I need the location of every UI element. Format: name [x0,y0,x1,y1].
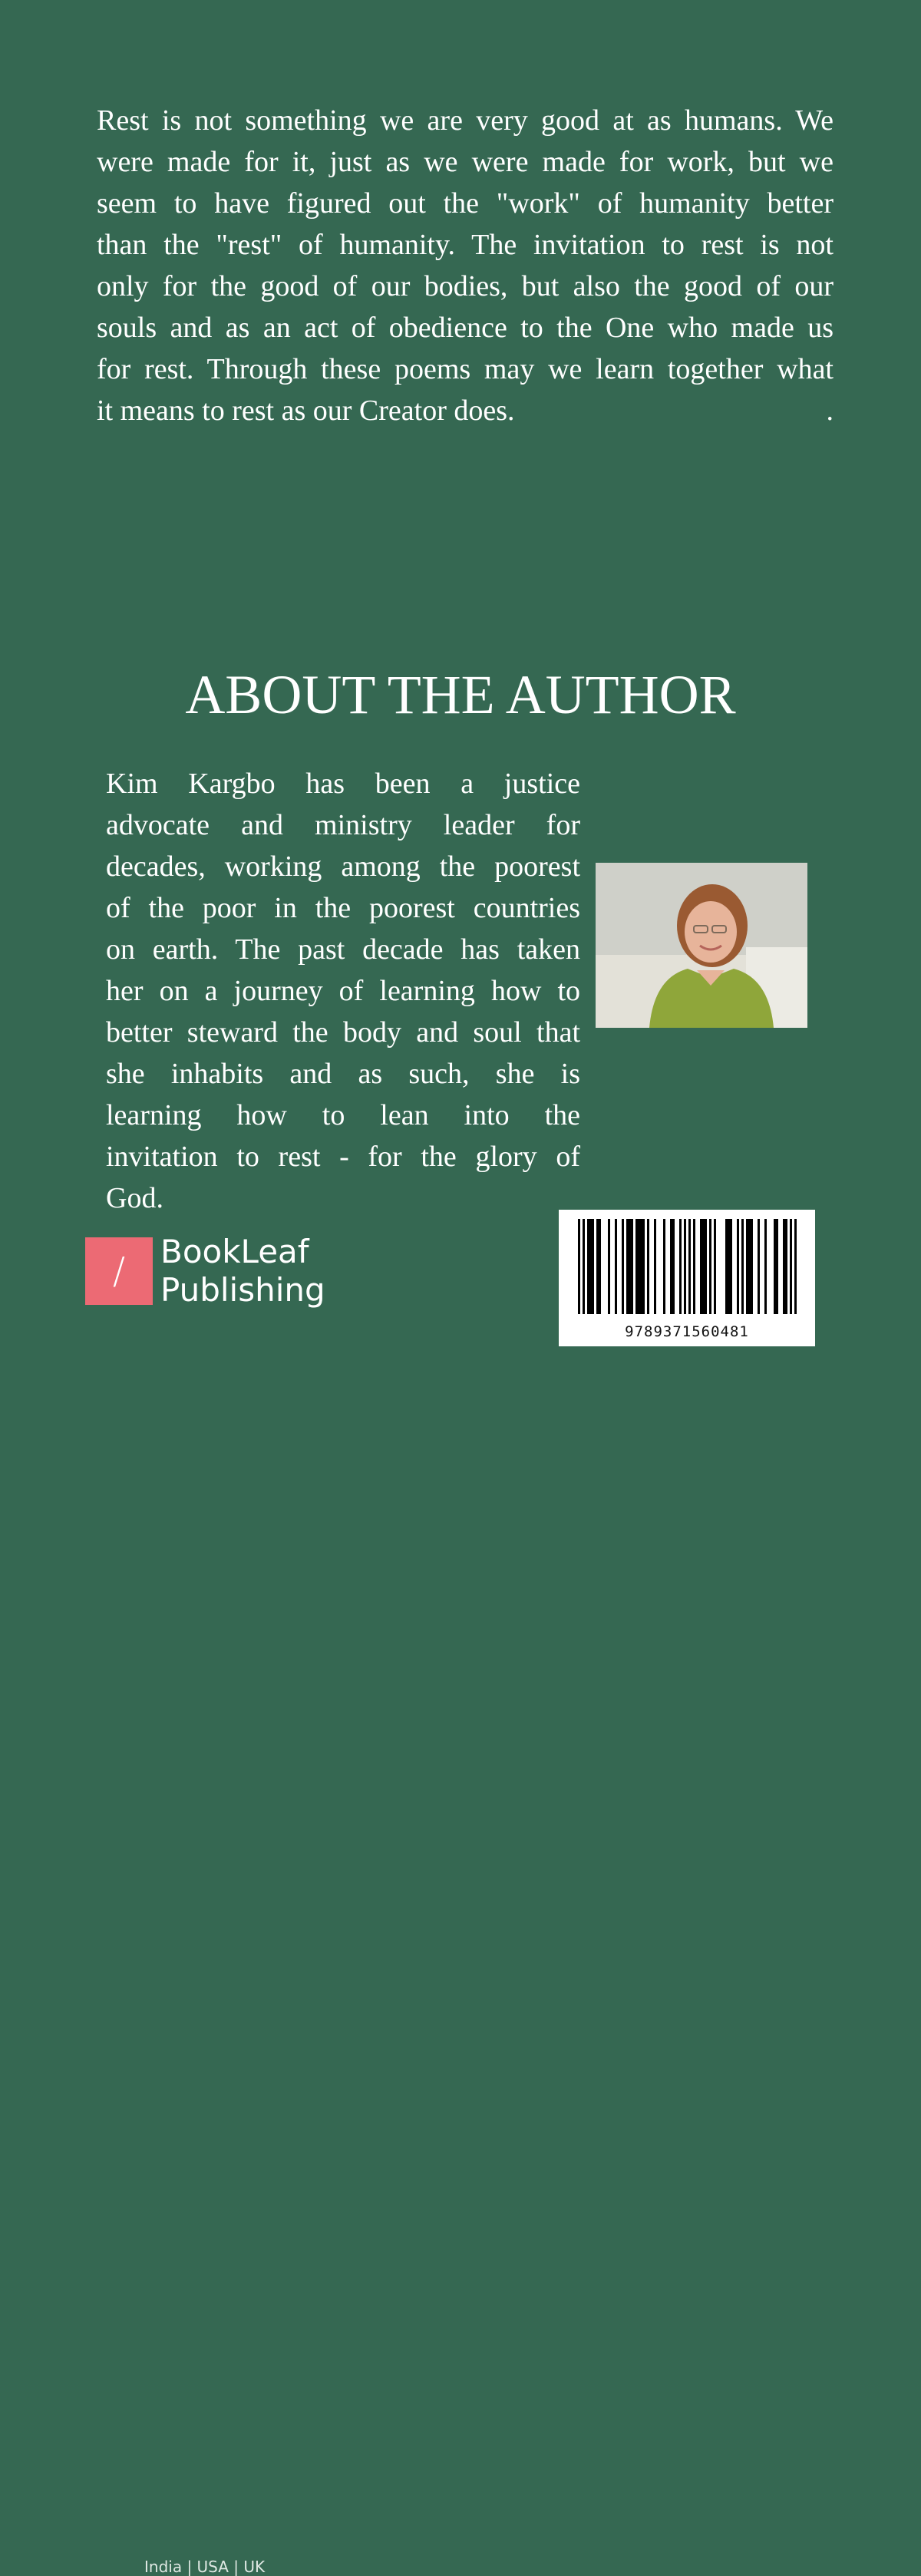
barcode-bar [764,1219,767,1314]
barcode-bar [728,1219,730,1314]
bio-line: better steward the body and soul that [106,1016,580,1049]
barcode-bar [714,1219,716,1314]
barcode-bar [776,1219,778,1314]
barcode-bar [730,1219,732,1314]
barcode-bar [751,1219,753,1314]
blurb-line: for rest. Through these poems may we learn together what [97,353,834,385]
barcode-bar [592,1219,594,1314]
barcode-bar [587,1219,589,1314]
barcode-bar [741,1219,744,1314]
barcode-bar [700,1219,702,1314]
bio-line: invitation to rest - for the glory of [106,1141,580,1173]
barcode-bar [642,1219,645,1314]
barcode-bar [758,1219,760,1314]
barcode-bar [663,1219,665,1314]
barcode-bar [608,1219,610,1314]
barcode-bar [702,1219,705,1314]
barcode-bar [709,1219,711,1314]
barcode-bar [635,1219,638,1314]
barcode-bars [559,1210,815,1325]
barcode-bar [785,1219,787,1314]
barcode-bar [684,1219,686,1314]
barcode-bar [794,1219,797,1314]
bio-line: on earth. The past decade has taken [106,933,580,966]
bio-line: Kim Kargbo has been a justice [106,768,580,800]
bio-line: she inhabits and as such, she is [106,1058,580,1090]
barcode-bar [746,1219,748,1314]
blurb-line: Rest is not something we are very good at as humans. We [97,104,834,137]
barcode-bar [725,1219,728,1314]
publisher-name-line1: BookLeaf [160,1233,309,1270]
barcode-bar [631,1219,633,1314]
publisher-logo-mark [85,1237,153,1305]
blurb-last-text: it means to rest as our Creator does. [97,395,515,427]
back-cover-blurb [97,100,834,431]
barcode-bar [640,1219,642,1314]
barcode-bar [705,1219,707,1314]
barcode-bar [654,1219,656,1314]
blurb-line: souls and as an act of obedience to the One who made us [97,312,834,344]
barcode-bar [670,1219,672,1314]
barcode-bar [672,1219,675,1314]
isbn-number: 9789371560481 [625,1323,749,1340]
barcode-bar [790,1219,792,1314]
bio-line: of the poor in the poorest countries [106,892,580,924]
bio-line: her on a journey of learning how to [106,975,580,1007]
about-author-heading: ABOUT THE AUTHOR [185,664,736,725]
barcode-bar [629,1219,631,1314]
isbn-barcode [559,1210,815,1346]
blurb-line: seem to have figured out the "work" of humanity better [97,187,834,220]
barcode-bar [622,1219,624,1314]
barcode-bar [748,1219,751,1314]
barcode-bar [783,1219,785,1314]
publisher-name [160,1233,360,1309]
blurb-line: were made for it, just as we were made for work, but we [97,146,834,178]
publisher-name-line2: Publishing [160,1271,325,1309]
barcode-bar [679,1219,682,1314]
blurb-last-line [97,390,834,431]
barcode-bar [578,1219,580,1314]
barcode-bar [774,1219,776,1314]
slash-icon: / [112,1250,126,1293]
barcode-bar [626,1219,629,1314]
author-bio [106,763,580,1219]
barcode-bar [647,1219,649,1314]
barcode-bar [737,1219,739,1314]
blurb-line: than the "rest" of humanity. The invitation to rest is not [97,229,834,261]
barcode-bar [688,1219,691,1314]
bio-line: advocate and ministry leader for [106,809,580,841]
bio-line: God. [106,1182,163,1214]
barcode-bar [693,1219,695,1314]
bio-line: decades, working among the poorest [106,850,580,883]
barcode-bar [615,1219,617,1314]
author-photo [596,863,807,1028]
barcode-bar [589,1219,592,1314]
bio-line: learning how to lean into the [106,1099,580,1131]
publisher-regions: India | USA | UK [144,2558,266,2576]
blurb-line: only for the good of our bodies, but also the good of our [97,270,834,302]
blurb-trailing-mark: . [826,395,834,427]
barcode-bar [599,1219,601,1314]
barcode-bar [583,1219,585,1314]
barcode-bar [638,1219,640,1314]
barcode-bar [596,1219,599,1314]
